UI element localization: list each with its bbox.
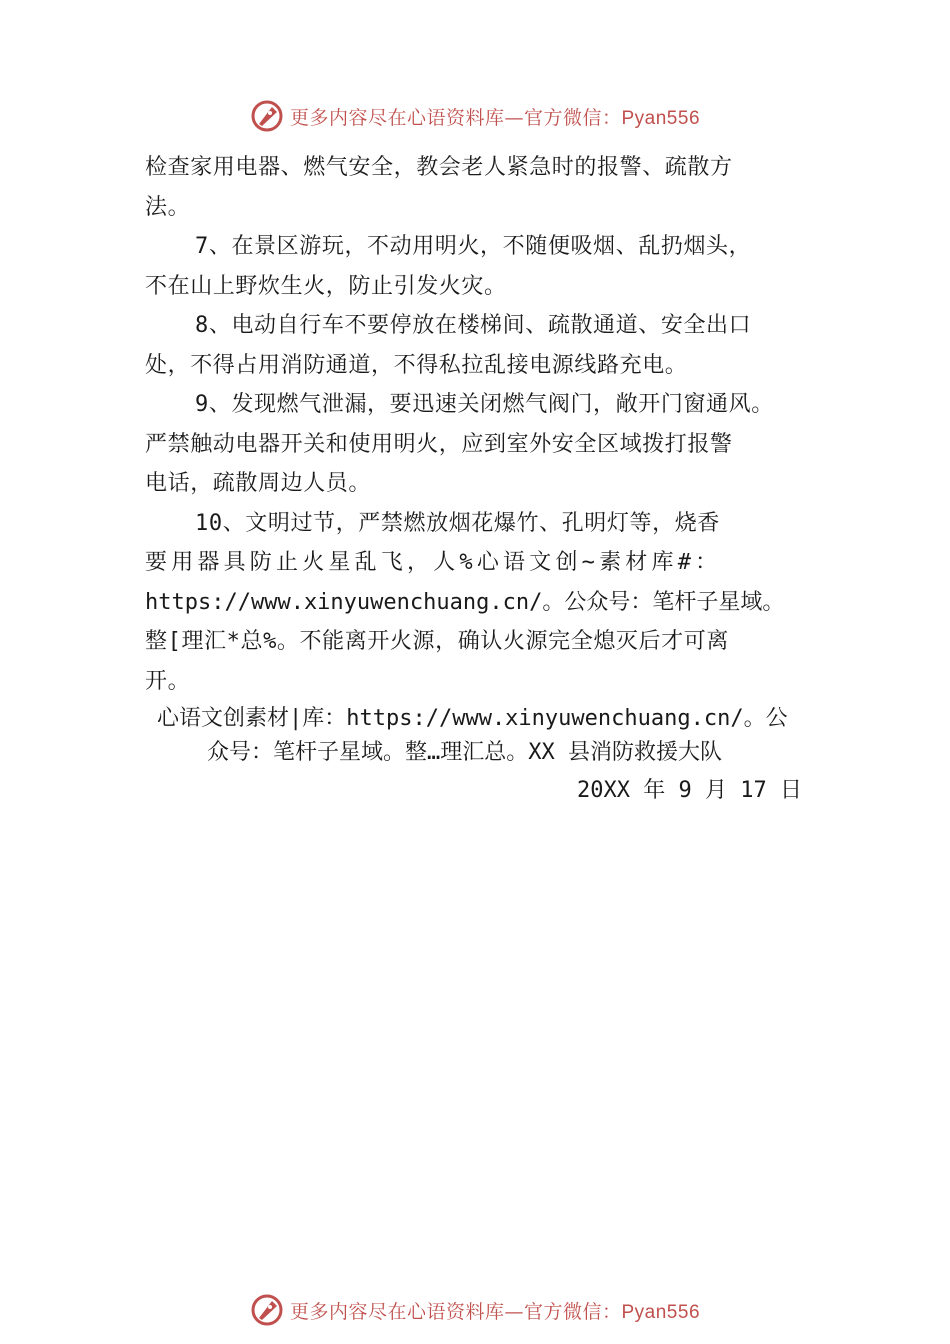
body-line: 法。	[145, 194, 191, 220]
body-line: 整[理汇*总%。不能离开火源，确认火源完全熄灭后才可离	[145, 629, 729, 654]
body-line: 要用器具防止火星乱飞，人%心语文创~素材库#：	[145, 550, 722, 575]
signature-block	[145, 702, 810, 770]
document-body	[145, 148, 810, 701]
footer-banner-label: 更多内容尽在心语资料库—官方微信：	[289, 1300, 622, 1323]
body-line: 严禁触动电器开关和使用明火，应到室外安全区域拨打报警	[145, 431, 733, 457]
body-line: 处，不得占用消防通道，不得私拉乱接电源线路充电。	[145, 352, 688, 378]
signature-line: 众号：笔杆子星域。整…理汇总。XX 县消防救援大队	[207, 740, 722, 765]
body-line: 9、发现燃气泄漏，要迅速关闭燃气阀门，敞开门窗通风。	[195, 392, 774, 417]
header-banner-text	[290, 103, 700, 130]
signature-line: 心语文创素材|库：https://www.xinyuwenchuang.cn/。公	[157, 706, 788, 731]
footer-banner-text	[290, 1297, 700, 1324]
header-banner	[0, 96, 950, 136]
body-line: 7、在景区游玩，不动用明火，不随便吸烟、乱扔烟头，	[195, 234, 752, 259]
body-line: 开。	[145, 668, 191, 694]
pen-nib-logo-icon	[250, 1293, 284, 1327]
header-banner-label: 更多内容尽在心语资料库—官方微信：	[289, 106, 622, 129]
body-line: 10、文明过节，严禁燃放烟花爆竹、孔明灯等，烧香	[195, 510, 720, 536]
body-line: 检查家用电器、燃气安全，教会老人紧急时的报警、疏散方	[145, 155, 733, 180]
footer-banner-wechat-id: Pyan556	[621, 1301, 701, 1323]
body-line: 不在山上野炊生火，防止引发火灾。	[145, 273, 507, 299]
body-line: 8、电动自行车不要停放在楼梯间、疏散通道、安全出口	[195, 313, 752, 338]
body-line: https://www.xinyuwenchuang.cn/。公众号：笔杆子星域。	[145, 589, 785, 615]
header-banner-wechat-id: Pyan556	[621, 107, 701, 129]
pen-nib-logo-icon	[250, 99, 284, 133]
signature-date: 20XX 年 9 月 17 日	[577, 778, 802, 803]
footer-banner	[0, 1290, 950, 1330]
body-line: 电话，疏散周边人员。	[145, 471, 372, 496]
